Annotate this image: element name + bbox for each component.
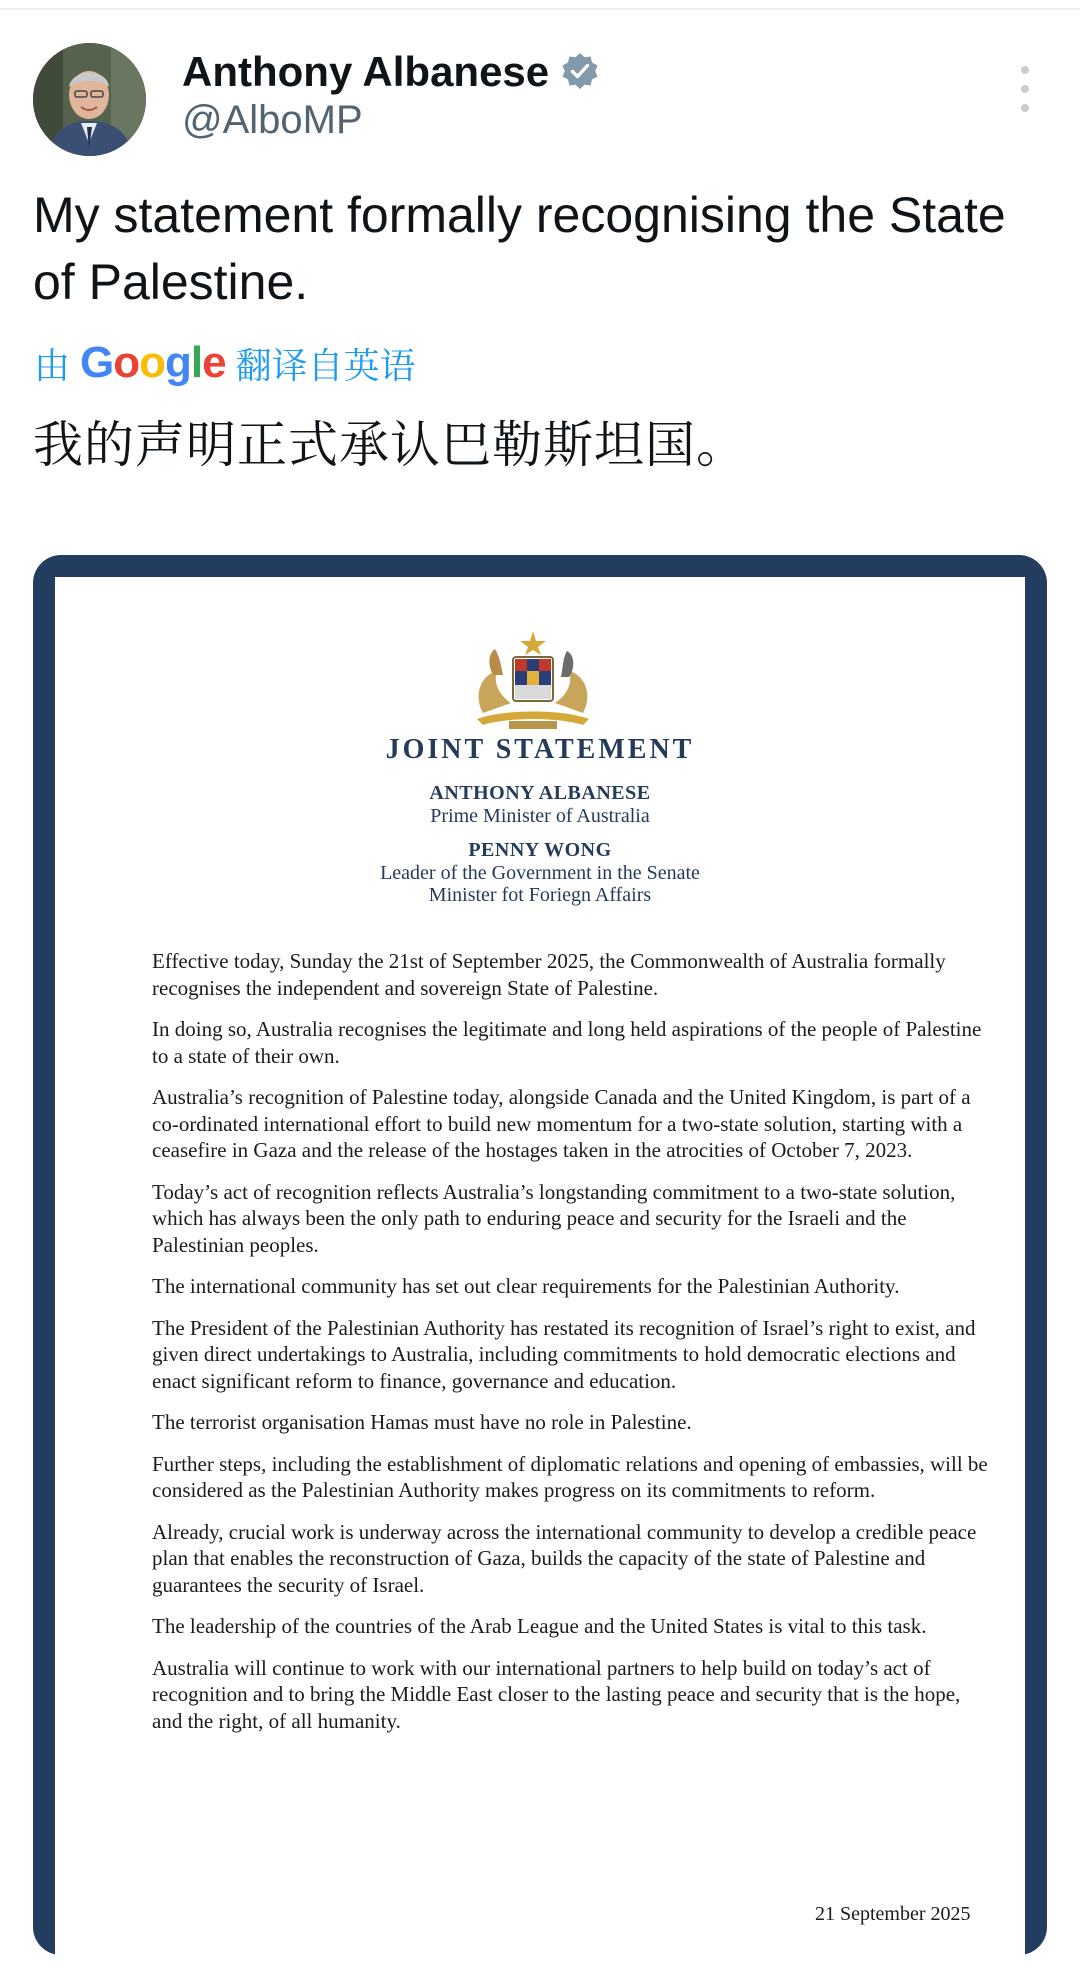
paragraph: The international community has set out clear requirements for the Palestinian Authority. xyxy=(152,1274,900,1298)
attached-image[interactable] xyxy=(33,555,1047,1955)
translation-attribution[interactable] xyxy=(34,338,416,388)
statement-date: 21 September 2025 xyxy=(815,1903,971,1925)
translation-suffix: 翻译自英语 xyxy=(235,345,416,387)
more-dot xyxy=(1021,66,1029,74)
coat-of-arms-icon xyxy=(463,625,603,733)
paragraph: The President of the Palestinian Authority has restated its recognition of Israel’s right to exist, and given direct undertakings to Australia, including commitments to hold democratic elections and enact significant reform to finance, governance and education. xyxy=(152,1315,976,1393)
author-handle[interactable]: @AlboMP xyxy=(182,98,363,142)
paragraph: Australia’s recognition of Palestine today, alongside Canada and the United Kingdom, is part of a co-ordinated international effort to build new momentum for a two-state solution, starting with a ceasefire in Gaza and the release of the hostages taken in the atrocities of October 7, 2023. xyxy=(152,1085,971,1162)
signatory-1-name: ANTHONY ALBANESE xyxy=(429,782,651,804)
signatory-2-role-2: Minister fot Foriegn Affairs xyxy=(428,884,652,906)
verified-badge-icon xyxy=(560,51,600,91)
document-title: JOINT STATEMENT xyxy=(385,734,695,765)
translated-text: 我的声明正式承认巴勒斯坦国。 xyxy=(33,416,747,474)
more-vertical-icon[interactable] xyxy=(1010,66,1040,112)
paragraph: In doing so, Australia recognises the legitimate and long held aspirations of the people of Palestine to a state of their own. xyxy=(152,1017,982,1068)
author-name[interactable]: Anthony Albanese xyxy=(182,48,550,95)
avatar[interactable] xyxy=(33,43,146,156)
paragraph: Today’s act of recognition reflects Australia’s longstanding commitment to a two-state solution, which has always been the only path to enduring peace and security for the Israeli and the Palestinian peoples. xyxy=(152,1179,956,1257)
paragraph: The terrorist organisation Hamas must have no role in Palestine. xyxy=(152,1410,692,1434)
top-divider xyxy=(0,8,1080,10)
signatory-2-role-1: Leader of the Government in the Senate xyxy=(380,862,700,884)
google-logo: Google xyxy=(80,338,226,387)
paragraph: Further steps, including the establishment of diplomatic relations and opening of embassies, will be considered as the Palestinian Authority makes progress on its commitments to reform. xyxy=(152,1451,988,1502)
paragraph: Australia will continue to work with our international partners to help build on today’s act of recognition and to bring the Middle East closer to the lasting peace and security that is the hope, and the right, of all humanity. xyxy=(152,1655,961,1733)
more-dot xyxy=(1021,85,1029,93)
tweet-text: My statement formally recognising the State of Palestine. xyxy=(33,187,1006,310)
statement-document xyxy=(55,577,1025,1977)
statement-body xyxy=(152,948,992,1749)
more-dot xyxy=(1021,104,1029,112)
signatory-2-name: PENNY WONG xyxy=(468,839,612,861)
signatory-1-role: Prime Minister of Australia xyxy=(430,805,650,827)
paragraph: The leadership of the countries of the Arab League and the United States is vital to this task. xyxy=(152,1614,927,1638)
paragraph: Effective today, Sunday the 21st of September 2025, the Commonwealth of Australia formally recognises the independent and sovereign State of Palestine. xyxy=(152,949,946,1000)
translation-prefix: 由 xyxy=(34,345,71,387)
paragraph: Already, crucial work is underway across the international community to develop a credible peace plan that enables the reconstruction of Gaza, builds the capacity of the state of Palestine and guarantees the security of Israel. xyxy=(152,1519,977,1597)
